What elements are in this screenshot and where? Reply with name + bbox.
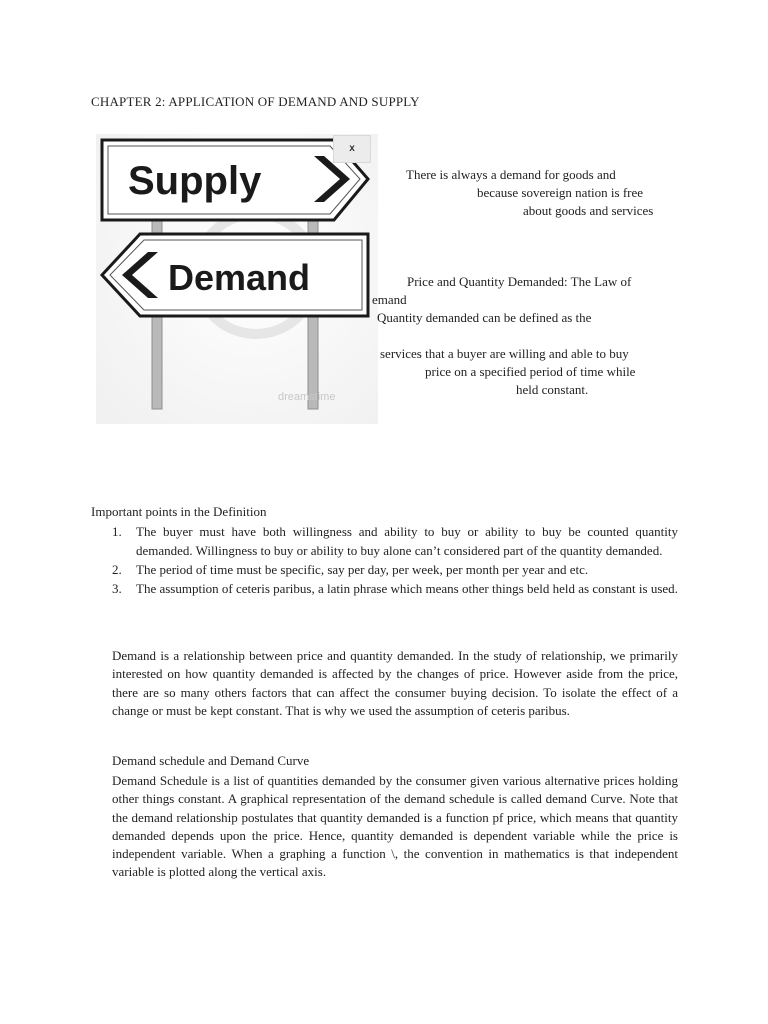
close-button[interactable]	[333, 135, 371, 163]
side-text-line: Quantity demanded can be defined as the	[377, 310, 592, 325]
side-text-line: There is always a demand for goods and	[406, 167, 616, 182]
points-heading: Important points in the Definition	[91, 504, 267, 519]
list-item	[112, 560, 678, 579]
list-number: 2.	[112, 562, 122, 577]
list-number: 1.	[112, 524, 122, 539]
side-text-line: price on a specified period of time while	[425, 364, 636, 379]
demand-paragraph: Demand is a relationship between price and quantity demanded. In the study of relationship, we primarily interested on how quantity demanded is affected by the changes of price. However aside from the price, there are so many others factors that can affect the consumer buying decision. To isolate the effect of a change or must be kept constant. That is why we used the assumption of ceteris paribus.	[112, 648, 678, 718]
watermark-text: dreamstime	[278, 391, 336, 403]
schedule-paragraph: Demand Schedule is a list of quantities demanded by the consumer given various alternative prices holding other things constant. A graphical representation of the demand schedule is called demand Curve. Note that the demand relationship postulates that quantity demanded is a function pf price, which means that quantity demanded depends upon the price. Hence, quantity demanded is dependent variable while the price is independent variable. When a graphing a function \, the convention in mathematics is that independent variable is plotted along the vertical axis.	[112, 773, 678, 880]
demand-label: Demand	[168, 257, 311, 298]
points-list	[112, 522, 678, 598]
list-item	[112, 522, 678, 560]
supply-demand-sign-image	[96, 134, 378, 424]
list-item-text: The buyer must have both willingness and ability to buy or ability to buy be counted quantity demanded. Willingness to buy or ability to buy alone can’t considered part of the quantity demanded.	[136, 524, 678, 558]
side-text-line: services that a buyer are willing and able to buy	[380, 346, 629, 361]
side-text-line: about goods and services	[523, 203, 654, 218]
list-item-text: The period of time must be specific, say per day, per week, per month per year and etc.	[136, 562, 589, 577]
supply-label: Supply	[128, 159, 262, 203]
list-item	[112, 579, 678, 598]
schedule-heading: Demand schedule and Demand Curve	[112, 753, 310, 768]
side-text-line: because sovereign nation is free	[477, 185, 644, 200]
list-item-text: The assumption of ceteris paribus, a latin phrase which means other things beld held as constant is used.	[136, 581, 678, 596]
side-text-line: Price and Quantity Demanded: The Law of	[407, 274, 632, 289]
side-text-line: held constant.	[516, 382, 589, 397]
list-number: 3.	[112, 581, 122, 596]
side-text-line: emand	[372, 292, 407, 307]
chapter-title: CHAPTER 2: APPLICATION OF DEMAND AND SUPPLY	[91, 94, 420, 109]
close-icon[interactable]: x	[349, 143, 355, 154]
